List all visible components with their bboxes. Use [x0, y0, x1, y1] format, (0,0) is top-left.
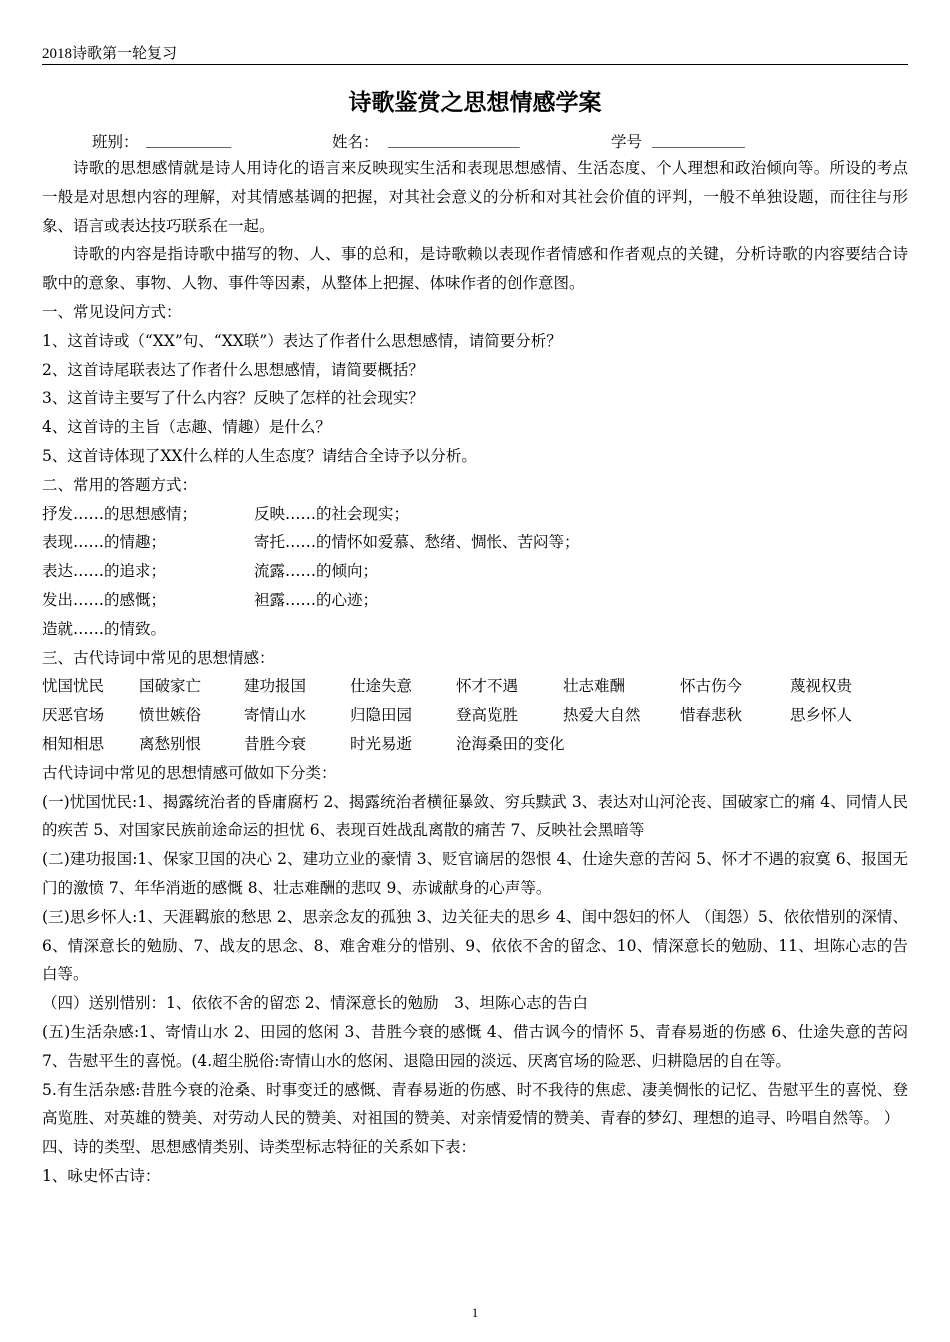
- name-blank: _________________: [388, 130, 520, 148]
- emotion-term: 壮志难酬: [563, 677, 626, 696]
- answer-pattern: 表达……的追求；: [42, 562, 167, 581]
- category-paragraph: （四）送别惜别：1、依依不舍的留恋 2、情深意长的勉励 3、坦陈心志的告白: [42, 994, 589, 1013]
- answer-pattern: 反映……的社会现实；: [254, 504, 410, 523]
- emotion-term: 离愁别恨: [139, 734, 202, 753]
- emotion-term: 沧海桑田的变化: [456, 734, 565, 753]
- emotion-term: 建功报国: [244, 677, 307, 696]
- id-label: 学号: [611, 133, 643, 151]
- answer-pattern: 袒露……的心迹；: [254, 590, 379, 609]
- emotion-term: 蔑视权贵: [790, 677, 853, 696]
- emotion-term: 怀古伤今: [680, 677, 743, 696]
- page-title: 诗歌鉴赏之思想情感学案: [348, 90, 602, 116]
- running-header: 2018诗歌第一轮复习: [42, 46, 178, 62]
- answer-pattern: [254, 615, 908, 644]
- emotion-term: 思乡怀人: [790, 706, 853, 725]
- question-item: 1、这首诗或（“XX”句、“XX联”）表达了作者什么思想感情，请简要分析？: [42, 331, 562, 350]
- answer-pattern: 流露……的倾向；: [254, 562, 379, 581]
- category-paragraph: 5.有生活杂感:昔胜今衰的沧桑、时事变迁的感慨、青春易逝的伤感、时不我待的焦虑、凄美惆怅的记忆、告慰平生的喜悦、登高览胜、对英雄的赞美、对劳动人民的赞美、对祖国的赞美、对亲情爱情的赞美、青春的梦幻、理想的追寻、吟唱自然等。 ）: [42, 1080, 908, 1128]
- emotion-term: 归隐田园: [350, 706, 413, 725]
- category-paragraph: (一)忧国忧民:1、揭露统治者的昏庸腐朽 2、揭露统治者横征暴敛、穷兵黩武 3、表达对山河沦丧、国破家亡的痛 4、同情人民的疾苦 5、对国家民族前途命运的担忧 6、表现百姓战乱离散的痛苦 7、反映社会黑暗等: [42, 792, 908, 840]
- answer-pattern-table: [42, 500, 908, 644]
- emotion-term: 热爱大自然: [563, 706, 641, 725]
- id-blank: ____________: [652, 130, 745, 148]
- section-heading: 三、古代诗词中常见的思想情感：: [42, 648, 275, 667]
- emotion-term: 怀才不遇: [456, 677, 519, 696]
- emotion-term: 惜春悲秋: [680, 706, 743, 725]
- header-rule: [42, 64, 908, 65]
- emotion-term: 寄情山水: [244, 706, 307, 725]
- question-item: 5、这首诗体现了XX什么样的人生态度？请结合全诗予以分析。: [42, 446, 477, 465]
- answer-pattern: 表现……的情趣；: [42, 533, 167, 552]
- subsection-heading: 1、咏史怀古诗：: [42, 1166, 161, 1185]
- document-body: [42, 154, 908, 1191]
- answer-pattern: 发出……的感慨；: [42, 590, 167, 609]
- emotion-term: 登高览胜: [456, 706, 519, 725]
- emotion-term: 仕途失意: [350, 677, 413, 696]
- emotion-term: 昔胜今衰: [244, 734, 307, 753]
- intro-paragraph: 诗歌的内容是指诗歌中描写的物、人、事的总和，是诗歌赖以表现作者情感和作者观点的关键，分析诗歌的内容要结合诗歌中的意象、事物、人物、事件等因素，从整体上把握、体味作者的创作意图。: [42, 245, 908, 293]
- answer-pattern: 寄托……的情怀如爱慕、愁绪、惆怅、苦闷等；: [254, 533, 580, 552]
- answer-pattern: 抒发……的思想感情；: [42, 504, 198, 523]
- emotion-term: 厌恶官场: [42, 706, 105, 725]
- section-heading: 二、常用的答题方式：: [42, 475, 198, 494]
- answer-pattern: 造就……的情致。: [42, 619, 167, 638]
- class-label: 班别：: [92, 133, 139, 151]
- emotion-term: 忧国忧民: [42, 677, 105, 696]
- question-item: 4、这首诗的主旨（志趣、情趣）是什么？: [42, 418, 331, 437]
- emotion-term: 国破家亡: [139, 677, 202, 696]
- question-item: 2、这首诗尾联表达了作者什么思想感情，请简要概括？: [42, 360, 424, 379]
- category-paragraph: (二)建功报国:1、保家卫国的决心 2、建功立业的豪情 3、贬官谪居的怨恨 4、仕途失意的苦闷 5、怀才不遇的寂寞 6、报国无门的激愤 7、年华消逝的感慨 8、壮志难酬的悲叹 9、赤诚献身的心声等。: [42, 850, 908, 897]
- category-paragraph: (三)思乡怀人:1、天涯羁旅的愁思 2、思亲念友的孤独 3、边关征夫的思乡 4、闺中怨妇的怀人 （闺怨）5、依依惜别的深情、6、情深意长的勉励、7、战友的思念、8、难舍难分的惜别、9、依依不舍的留念、10、情深意长的勉励、11、坦陈心志的告白等。: [42, 907, 908, 984]
- class-blank: ___________: [146, 130, 232, 148]
- section-heading: 一、常见设问方式：: [42, 302, 182, 321]
- question-item: 3、这首诗主要写了什么内容？反映了怎样的社会现实？: [42, 389, 424, 408]
- emotion-terms-grid: [42, 672, 908, 758]
- intro-paragraph: 诗歌的思想感情就是诗人用诗化的语言来反映现实生活和表现思想感情、生活态度、个人理想和政治倾向等。所设的考点一般是对思想内容的理解，对其情感基调的把握，对其社会意义的分析和对其社会价值的评判，一般不单独设题，而往往与形象、语言或表达技巧联系在一起。: [42, 159, 908, 235]
- page-number: 1: [471, 1305, 479, 1320]
- classification-intro: 古代诗词中常见的思想情感可做如下分类：: [42, 763, 337, 782]
- section-heading: 四、诗的类型、思想感情类别、诗类型标志特征的关系如下表：: [42, 1138, 477, 1157]
- name-label: 姓名：: [332, 133, 379, 151]
- emotion-term: 时光易逝: [350, 734, 413, 753]
- category-paragraph: (五)生活杂感:1、寄情山水 2、田园的悠闲 3、昔胜今衰的感慨 4、借古讽今的情怀 5、青春易逝的伤感 6、仕途失意的苦闷 7、告慰平生的喜悦。(4.超尘脱俗:寄情山水的悠闲、退隐田园的淡远、厌离官场的险恶、归耕隐居的自在等。: [42, 1022, 908, 1070]
- emotion-term: 愤世嫉俗: [139, 706, 202, 725]
- emotion-term: 相知相思: [42, 734, 105, 753]
